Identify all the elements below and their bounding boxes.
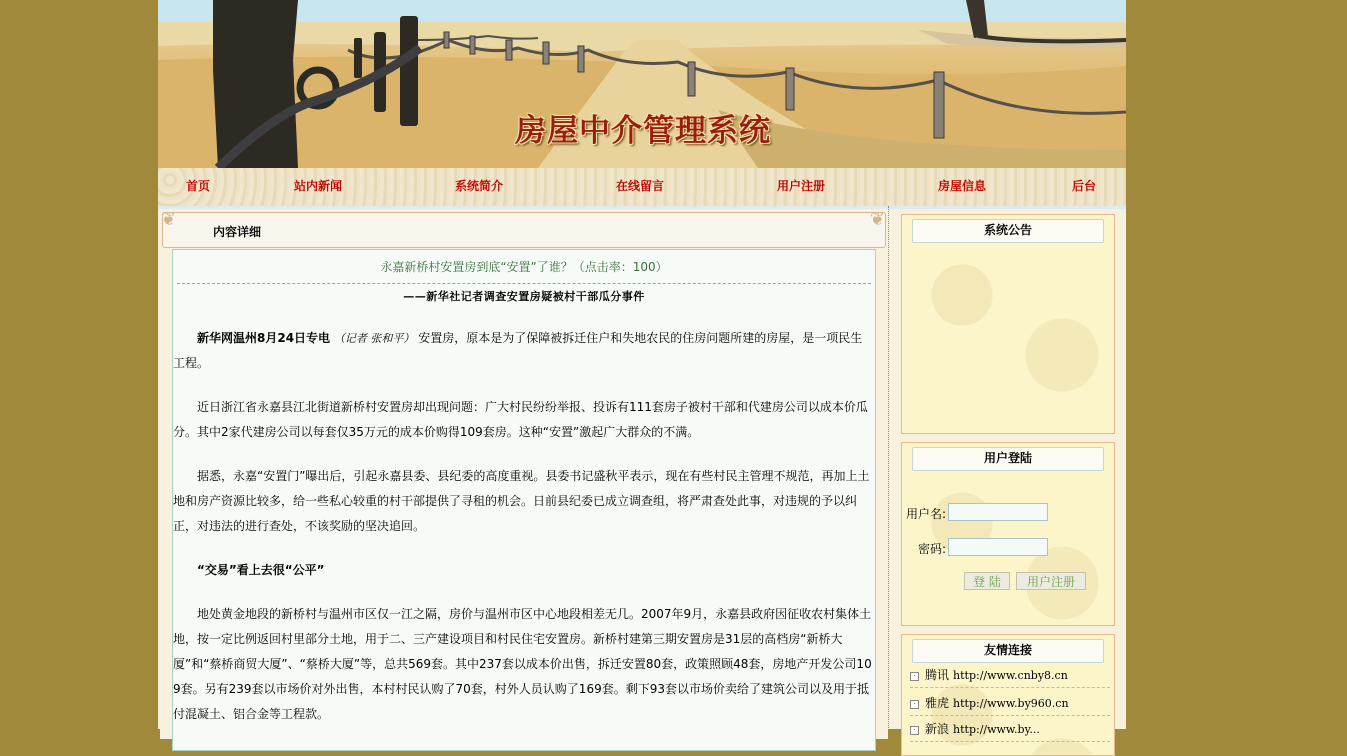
main-nav — [158, 168, 1126, 209]
content-section-title: 内容详细 — [213, 225, 262, 239]
username-label: 用户名: — [906, 507, 947, 521]
article-subtitle: ——新华社记者调查安置房疑被村干部瓜分事件 — [403, 290, 645, 303]
article-subheading: “交易”看上去很“公平” — [197, 563, 325, 577]
site-title: 房屋中介管理系统 — [515, 113, 771, 149]
bullet-icon: · — [910, 700, 919, 709]
username-input[interactable] — [948, 503, 1048, 521]
nav-about[interactable]: 系统简介 — [455, 179, 504, 193]
link-name: 腾讯 — [925, 668, 950, 682]
dateline: 新华网温州8月24日专电 — [197, 331, 331, 345]
article-paragraph: 据悉，永嘉“安置门”曝出后，引起永嘉县委、县纪委的高度重视。县委书记盛秋平表示，现在有些村民主管理不规范，再加上土地和房产资源比较多，给一些私心较重的村干部提供了寻租的机会。日前县纪委已成立调查组，将严肃查处此事，对违规的予以纠正，对违法的进行查处，不该奖励的坚决追回。 — [173, 469, 870, 533]
link-name: 新浪 — [925, 722, 950, 736]
corner-ornament-icon: ❦ — [869, 209, 885, 230]
bullet-icon: · — [910, 672, 919, 681]
article-paragraph — [173, 326, 873, 376]
divider — [177, 283, 871, 284]
links-title: 友情连接 — [912, 639, 1104, 663]
password-input[interactable] — [948, 538, 1048, 556]
bullet-icon: · — [910, 726, 919, 735]
login-title: 用户登陆 — [912, 447, 1104, 471]
links-box — [901, 634, 1115, 756]
header-banner — [158, 0, 1126, 168]
notice-title: 系统公告 — [912, 219, 1104, 243]
content-panel — [160, 209, 888, 739]
sidebar — [888, 206, 1127, 736]
friend-link[interactable] — [910, 663, 1110, 688]
notice-box — [901, 214, 1115, 434]
article-body — [172, 249, 876, 751]
article-paragraph: 近日浙江省永嘉县江北街道新桥村安置房却出现问题：广大村民纷纷举报、投诉有111套房子被村干部和代建房公司以成本价瓜分。其中2家代建房公司以每套仅35万元的成本价购得109套房。这种“安置”激起广大群众的不满。 — [173, 400, 868, 439]
page-wrapper — [158, 0, 1126, 736]
byline: （记者 张和平） — [333, 332, 415, 345]
link-name: 雅虎 — [925, 696, 950, 710]
nav-register[interactable]: 用户注册 — [777, 179, 826, 193]
nav-house-info[interactable]: 房屋信息 — [938, 179, 987, 193]
password-label: 密码: — [918, 542, 947, 556]
content-header — [161, 209, 886, 248]
login-box — [901, 442, 1115, 626]
article-headline: 永嘉新桥村安置房到底“安置”了谁？（点击率：100） — [380, 260, 668, 274]
corner-ornament-icon: ❦ — [161, 209, 177, 230]
link-url: http://www.cnby8.cn — [953, 669, 1068, 682]
nav-home[interactable]: 首页 — [186, 179, 211, 193]
link-url: http://www.by... — [953, 723, 1040, 736]
article-paragraph: 地处黄金地段的新桥村与温州市区仅一江之隔，房价与温州市区中心地段相差无几。2007年9月，永嘉县政府因征收农村集体土地，按一定比例返回村里部分土地，用于二、三产建设项目和村民住宅安置房。新桥村建第三期安置房是31层的高档房“新桥大厦”和“蔡桥商贸大厦”、“蔡桥大厦”等，总共569套。其中237套以成本价出售，拆迁安置80套，政策照顾48套，房地产开发公司109套。另有239套以市场价对外出售，本村村民认购了70套，村外人员认购了169套。剩下93套以市场价卖给了建筑公司以及用于抵付混凝土、铝合金等工程款。 — [173, 607, 872, 721]
friend-link[interactable] — [910, 717, 1110, 742]
friend-link[interactable] — [910, 691, 1110, 716]
link-url: http://www.by960.cn — [953, 697, 1069, 710]
nav-admin[interactable]: 后台 — [1072, 179, 1097, 193]
nav-news[interactable]: 站内新闻 — [294, 179, 343, 193]
nav-guestbook[interactable]: 在线留言 — [616, 179, 665, 193]
paragraph-text: 安置房，原本是为了保障被拆迁住户和失地农民的住房问题所建的房屋，是一项民生工程。 — [173, 331, 863, 370]
login-button[interactable]: 登 陆 — [964, 572, 1010, 590]
register-button[interactable]: 用户注册 — [1016, 572, 1086, 590]
